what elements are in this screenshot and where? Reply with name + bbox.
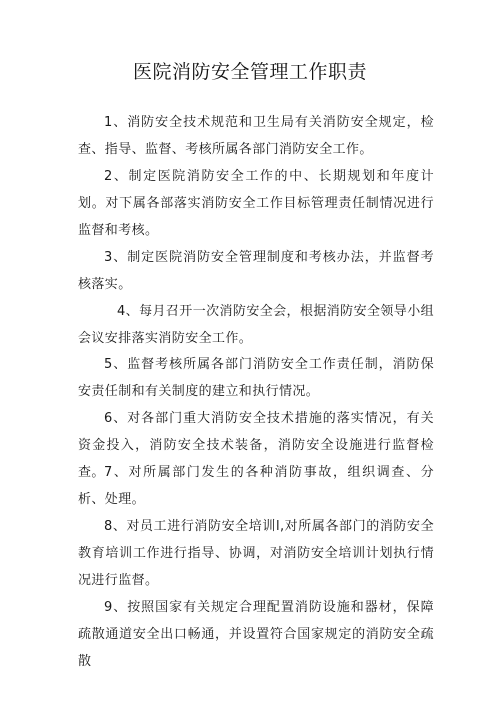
- paragraph-4: 4、每月召开一次消防安全会，根据消防安全领导小组会议安排落实消防安全工作。: [78, 304, 434, 346]
- paragraph-3: 3、制定医院消防安全管理制度和考核办法，并监督考核落实。: [78, 250, 434, 292]
- paragraph-8: 8、对员工进行消防安全培训l,对所属各部门的消防安全教育培训工作进行指导、协调，对消防安全培训计划执行情况进行监督。: [78, 519, 434, 588]
- paragraph-5: 5、监督考核所属各部门消防安全工作责任制，消防保安责任制和有关制度的建立和执行情况。: [78, 357, 434, 399]
- paragraph-6: 6、对各部门重大消防安全技术措施的落实情况，有关资金投入，消防安全技术装备，消防安全设施进行监督检查。: [78, 411, 434, 480]
- paragraph-7: 7、对所属部门发生的各种消防事故，组织调查、分析、处理。: [78, 465, 434, 507]
- paragraph-2: 2、制定医院消防安全工作的中、长期规划和年度计划。对下属各部落实消防安全工作目标管理责任制情况进行监督和考核。: [78, 169, 434, 238]
- paragraph-9: 9、按照国家有关规定合理配置消防设施和器材，保障疏散通道安全出口畅通，并设置符合国家规定的消防安全疏散: [78, 600, 434, 669]
- paragraph-1: 1、消防安全技术规范和卫生局有关消防安全规定，检查、指导、监督、考核所属各部门消防安全工作。: [78, 115, 434, 157]
- document-title: 医院消防安全管理工作职责: [132, 61, 367, 83]
